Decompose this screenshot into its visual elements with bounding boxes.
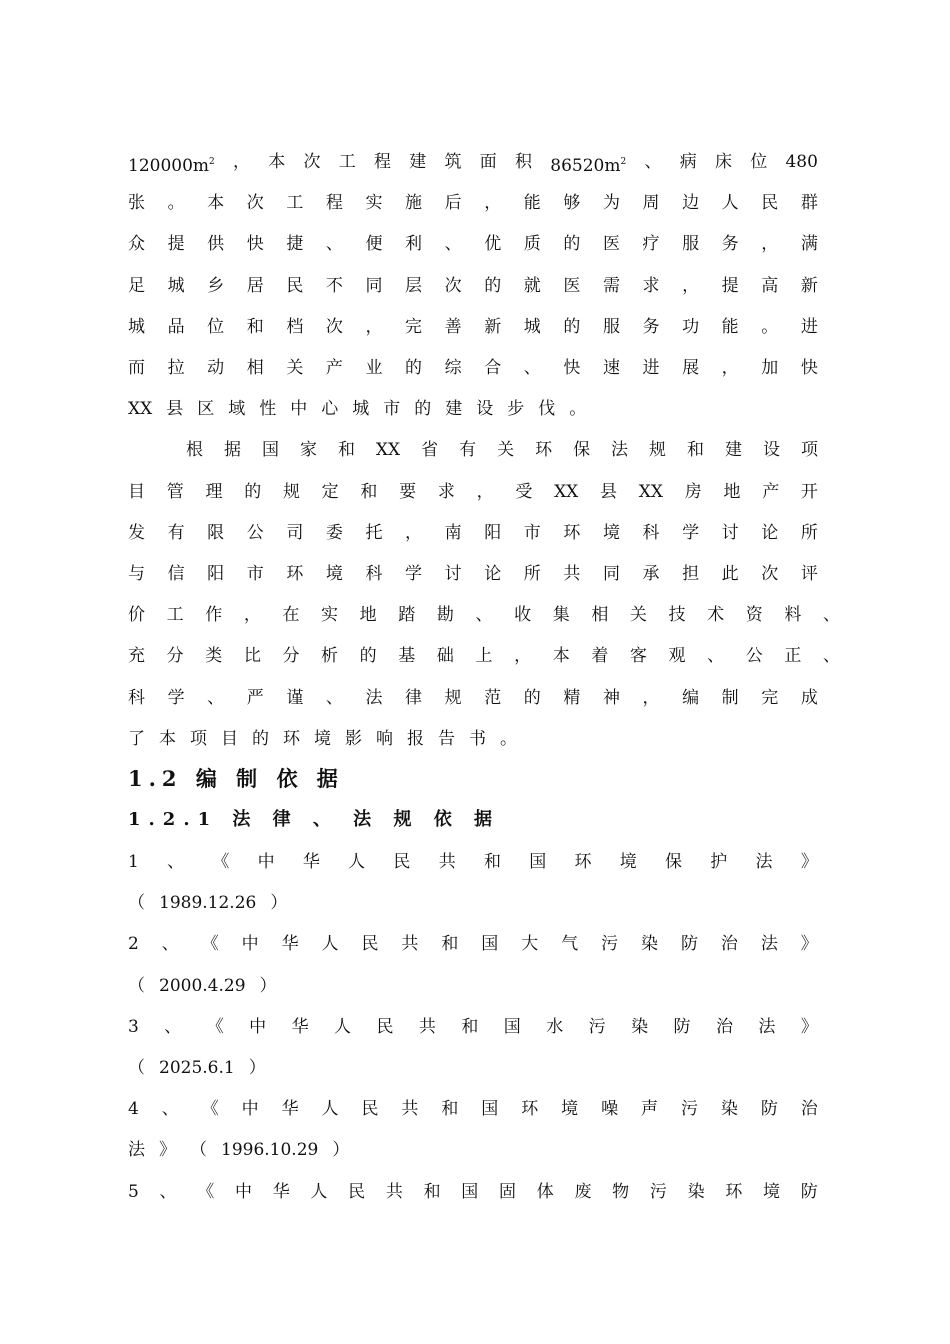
law-line: （ 2000.4.29 ） — [128, 975, 277, 996]
paragraph-line: $120000m^2$ ， 本 次 工 程 建 筑 面 积 $86520m^2$ 、 病 床 位 480 — [128, 152, 818, 176]
law-line: （ 2025.6.1 ） — [128, 1058, 266, 1078]
paragraph-line: 了 本 项 目 的 环 境 影 响 报 告 书 。 — [128, 728, 517, 749]
law-line: 法 》 （ 1996.10.29 ） — [128, 1140, 350, 1161]
section-heading: 1.2 编 制 依 据 — [128, 766, 344, 791]
paragraph-line: 充 分 类 比 分 析 的 基 础 上 ， 本 着 客 观 、 公 正 、 — [128, 646, 840, 667]
law-line: 1 、 《 中 华 人 民 共 和 国 环 境 保 护 法 》 — [128, 852, 818, 872]
subsection-heading: 1.2.1 法 律 、 法 规 依 据 — [128, 809, 500, 830]
paragraph-line: XX 县 区 域 性 中 心 城 市 的 建 设 步 伐 。 — [128, 399, 587, 420]
paragraph-line: 而 拉 动 相 关 产 业 的 综 合 、 快 速 进 展 ， 加 快 — [128, 358, 818, 378]
paragraph-line: 价 工 作 ， 在 实 地 踏 勘 、 收 集 相 关 技 术 资 料 、 — [128, 605, 840, 626]
law-line: （ 1989.12.26 ） — [128, 893, 288, 914]
law-line: 2 、 《 中 华 人 民 共 和 国 大 气 污 染 防 治 法 》 — [128, 934, 818, 955]
law-line: 3 、 《 中 华 人 民 共 和 国 水 污 染 防 治 法 》 — [128, 1016, 818, 1037]
paragraph-line: 足 城 乡 居 民 不 同 层 次 的 就 医 需 求 ， 提 高 新 — [128, 275, 818, 296]
paragraph-line: 众 提 供 快 捷 、 便 利 、 优 质 的 医 疗 服 务 ， 满 — [128, 234, 818, 255]
law-line: 5 、 《 中 华 人 民 共 和 国 固 体 废 物 污 染 环 境 防 — [128, 1181, 818, 1202]
paragraph-line: 目 管 理 的 规 定 和 要 求 ， 受 XX 县 XX 房 地 产 开 — [128, 481, 818, 502]
paragraph-line: 城 品 位 和 档 次 ， 完 善 新 城 的 服 务 功 能 。 进 — [128, 316, 818, 337]
law-line: 4 、 《 中 华 人 民 共 和 国 环 境 噪 声 污 染 防 治 — [128, 1099, 818, 1120]
paragraph-line: 与 信 阳 市 环 境 科 学 讨 论 所 共 同 承 担 此 次 评 — [128, 564, 818, 584]
paragraph-line: 根 据 国 家 和 XX 省 有 关 环 保 法 规 和 建 设 项 — [186, 440, 818, 461]
paragraph-line: 科 学 、 严 谨 、 法 律 规 范 的 精 神 ， 编 制 完 成 — [128, 687, 818, 708]
paragraph-line: 发 有 限 公 司 委 托 ， 南 阳 市 环 境 科 学 讨 论 所 — [128, 522, 818, 543]
paragraph-line: 张 。 本 次 工 程 实 施 后 ， 能 够 为 周 边 人 民 群 — [128, 193, 818, 214]
